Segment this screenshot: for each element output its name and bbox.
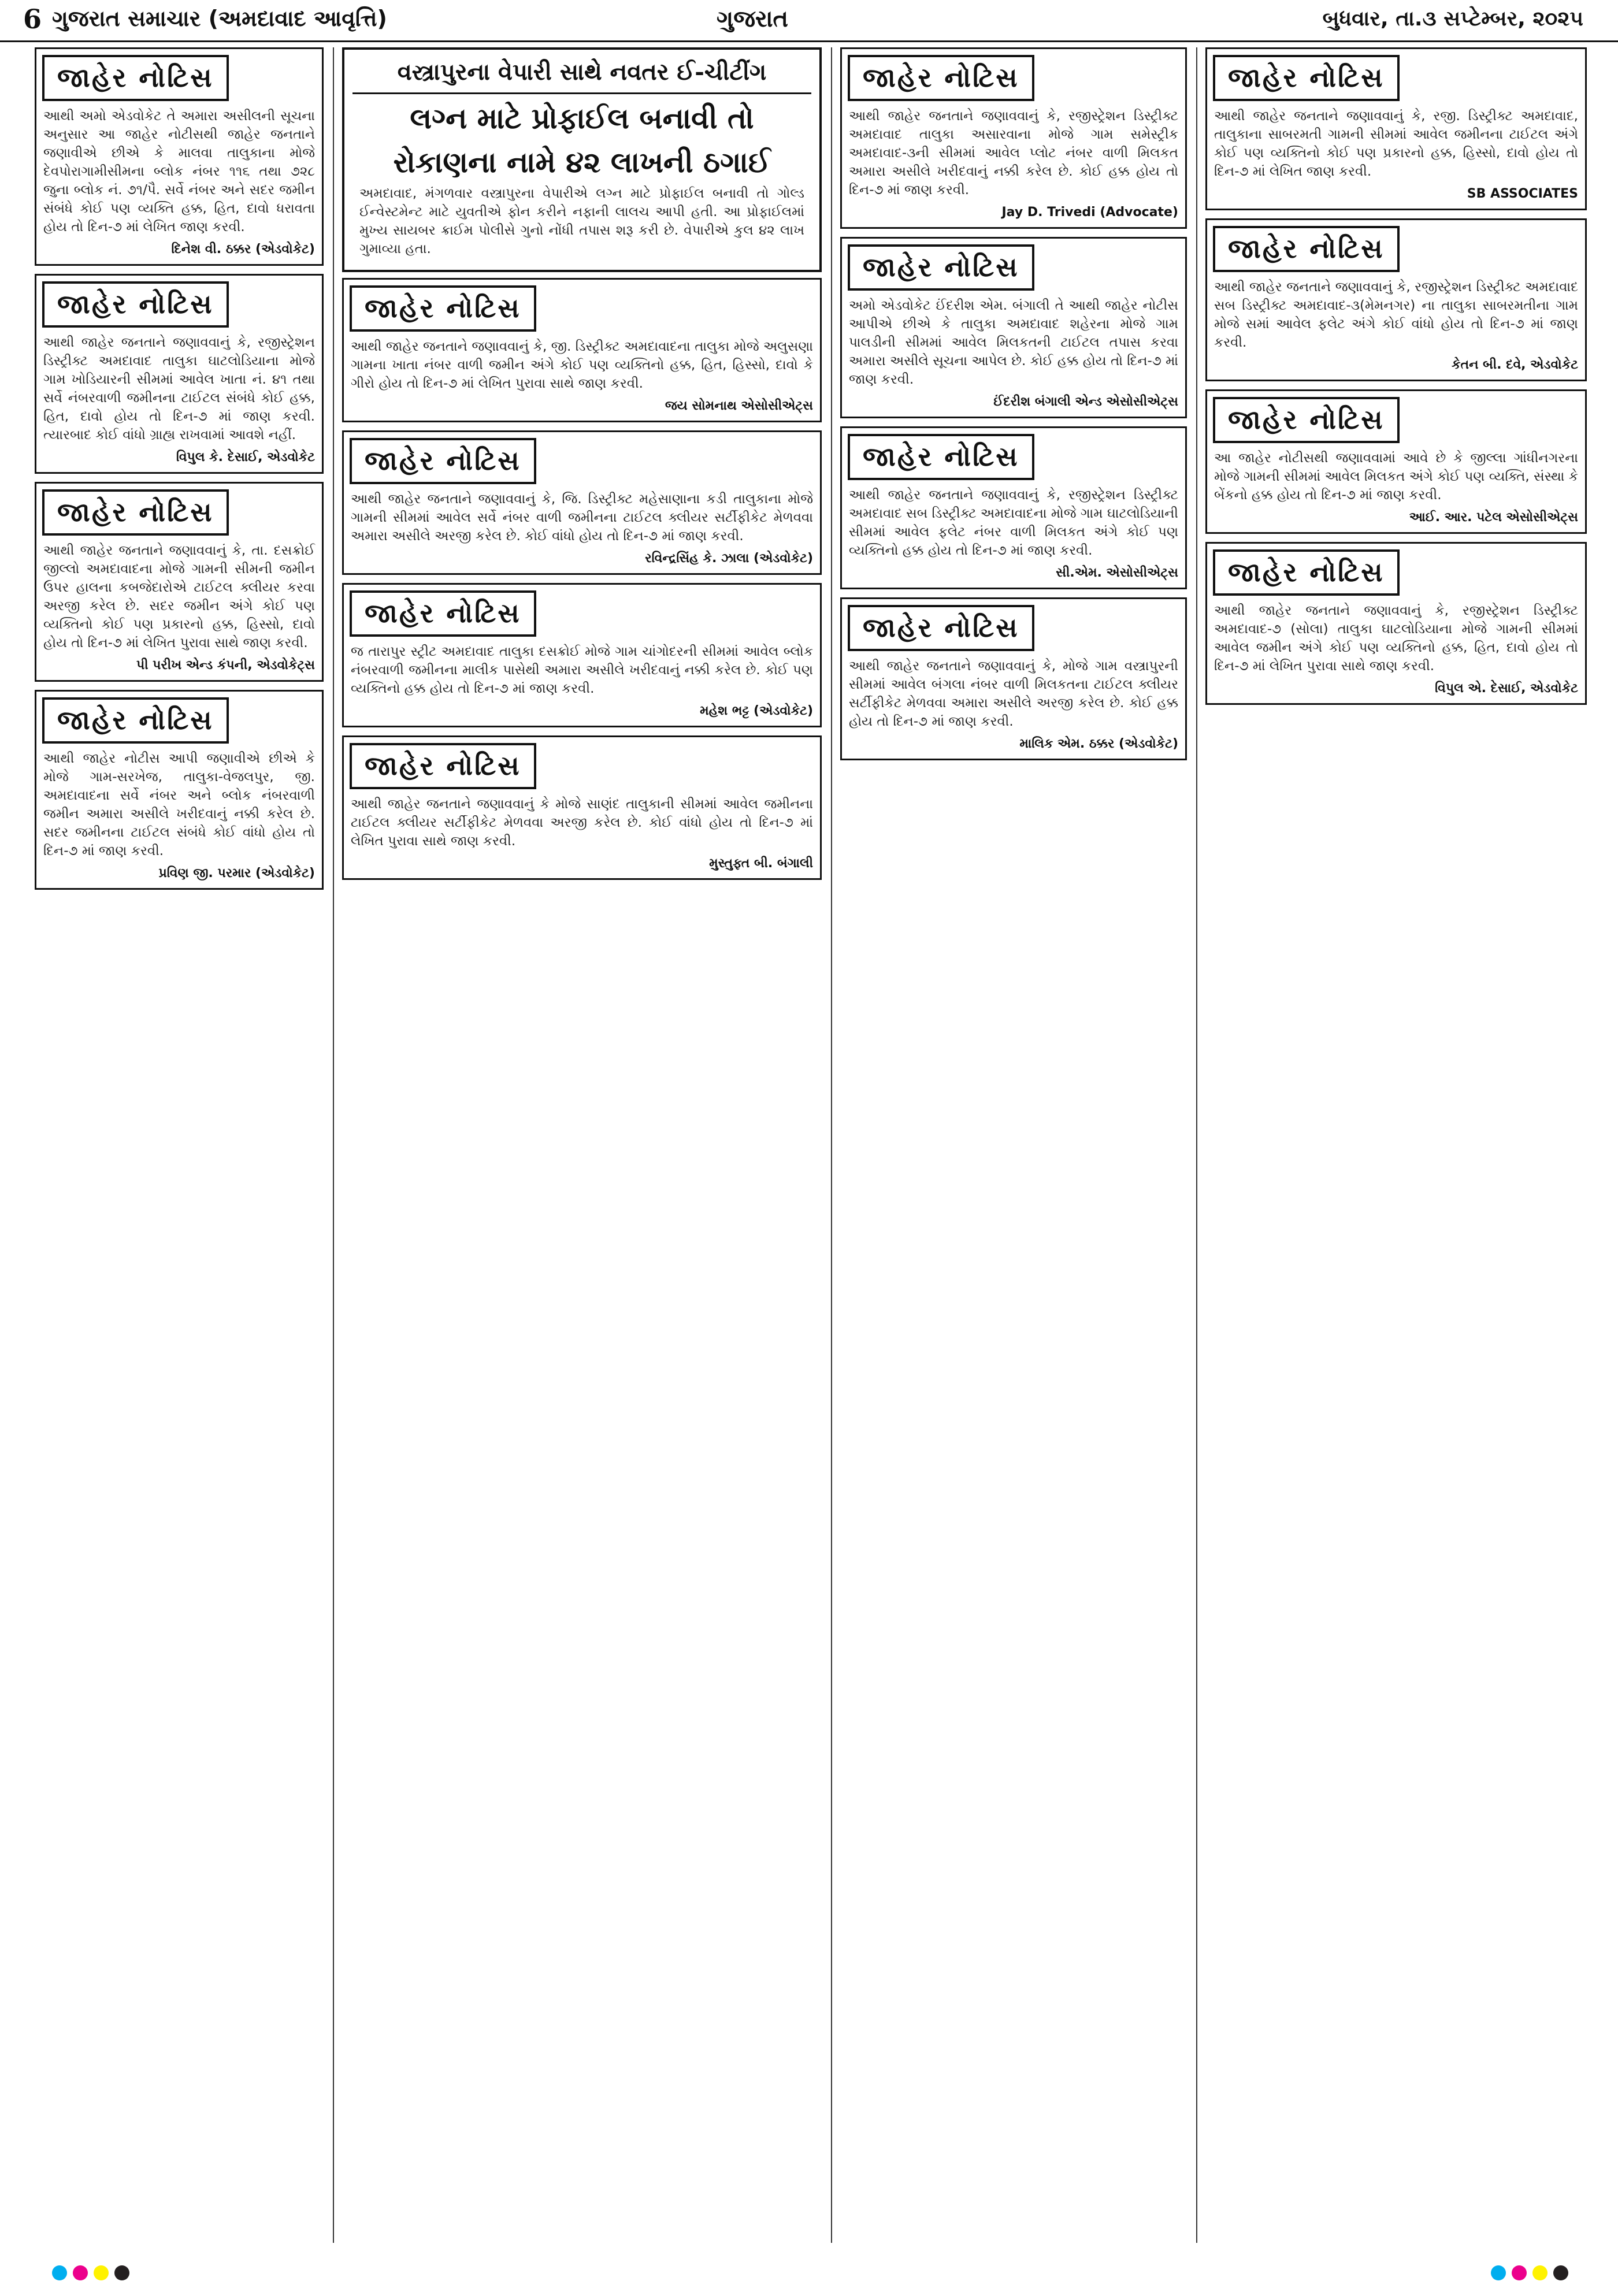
registration-dot [1532,2265,1548,2280]
notice-title: જાહેર નોટિસ [1213,226,1400,272]
notice-body: આથી જાહેર જનતાને જણાવવાનું કે, રજીસ્ટ્રેશન ડિસ્ટ્રીક્ટ અમદાવાદ સબ ડિસ્ટ્રીક્ટ અમદાવાદના મોજે ગામ ઘાટલોડિયાની સીમમાં આવેલ ફલેટ નંબર વાળી મિલકત અંગે કોઈ પણ વ્યક્તિનો હક્ક હોય તો દિન-૭ માં જાણ કરવી. [849,488,1179,558]
notice-title: જાહેર નોટિસ [1213,55,1400,101]
column-2 [342,47,822,2243]
notice-body: આથી જાહેર જનતાને જણાવવાનું કે, જી. ડિસ્ટ્રીક્ટ અમદાવાદના તાલુકા મોજે અલુસણા ગામના ખાતા નંબર વાળી જમીન અંગે કોઈ પણ વ્યક્તિનો હક્ક, હિત, હિસ્સો, દાવો કે ગીરો હોય તો દિન-૭ માં લેખિત પુરાવા સાથે જાણ કરવી. [351,339,813,391]
section-name: ગુજરાત [717,6,789,32]
notice-title: જાહેર નોટિસ [1213,549,1400,596]
notice-body: આથી જાહેર જનતાને જણાવવાનું કે, રજીસ્ટ્રેશન ડિસ્ટ્રીક્ટ અમદાવાદ તાલુકા ઘાટલોડિયાના મોજે ગામ ખોડિયારની સીમમાં આવેલ ખાતા નં. ૪૧ તથા સર્વે નંબરવાળી જમીનના ટાઈટલ સંબંધે કોઈ હક્ક, હિત, દાવો હોય તો દિન-૭ માં જાણ કરવી. ત્યારબાદ કોઈ વાંધો ગ્રાહ્ય રાખવામાં આવશે નહીં. [43,335,315,443]
notice-title: જાહેર નોટિસ [848,605,1034,651]
print-registration-footer [0,2250,1618,2296]
notice-signature: રવિન્દ્રસિંહ કે. ઝાલા (એડવોકેટ) [645,551,813,566]
notice [1205,542,1587,705]
notice [342,430,822,575]
notice-signature: માલિક એમ. ઠક્કર (એડવોકેટ) [1019,737,1178,751]
notice [342,583,822,727]
notice-body: અમો એડવોકેટ ઈંદરીશ એમ. બંગાલી તે આથી જાહેર નોટીસ આપીએ છીએ કે તાલુકા અમદાવાદ શહેરના મોજે ગામ પાલડીની સીમમાં આવેલ મિલકતની ટાઈટલ તપાસ કરવા અમારા અસીલે સૂચના આપેલ છે. કોઈ હક્ક હોય તો દિન-૭ માં જાણ કરવી. [849,298,1178,387]
notice [35,47,324,266]
column-divider [831,47,832,2243]
notice-title: જાહેર નોટિસ [350,590,536,637]
registration-dot [114,2265,129,2280]
notice-body: આથી જાહેર જનતાને જણાવવાનું કે મોજે સાણંદ તાલુકાની સીમમાં આવેલ જમીનના ટાઈટલ ક્લીયર સર્ટીફીકેટ મેળવવા અરજી કરેલ છે. કોઈ વાંધો હોય તો દિન-૭ માં લેખિત પુરાવા સાથે જાણ કરવી. [351,797,813,849]
notice-signature: સી.એમ. એસોસીએટ્સ [1056,566,1178,580]
page-number: 6 [23,3,42,35]
issue-date: બુધવાર, તા.૩ સપ્ટેમ્બર, ૨૦૨૫ [1322,7,1583,31]
notice-title: જાહેર નોટિસ [350,438,536,484]
notice-title: જાહેર નોટિસ [42,697,229,744]
notice-body: આથી જાહેર જનતાને જણાવવાનું કે, રજીસ્ટ્રેશન ડિસ્ટ્રીક્ટ અમદાવાદ-૭ (સોલા) તાલુકા ઘાટલોડિયાના મોજે ગામની સીમમાં આવેલ જમીન અંગે કોઈ પણ વ્યક્તિનો હક્ક, હિત, દાવો હોય તો દિન-૭ માં લેખિત પુરાવા સાથે જાણ કરવી. [1214,603,1578,674]
notice [35,274,324,474]
notice-title: જાહેર નોટિસ [848,244,1034,291]
notice-body: જ તારાપુર સ્ટ્રીટ અમદાવાદ તાલુકા દસક્રોઈ મોજે ગામ ચાંગોદરની સીમમાં આવેલ બ્લોક નંબરવાળી જમીનના માલીક પાસેથી અમારા અસીલે ખરીદવાનું નક્કી કરેલ છે. કોઈ પણ વ્યક્તિનો હક્ક હોય તો દિન-૭ માં જાણ કરવી. [351,644,813,696]
notice [840,237,1187,418]
notice-body: આથી જાહેર જનતાને જણાવવાનું કે, રજીસ્ટ્રેશન ડિસ્ટ્રીક્ટ અમદાવાદ તાલુકા અસારવાના મોજે ગામ સમેસ્ટ્રીક અમદાવાદ-૩ની સીમમાં આવેલ પ્લોટ નંબર વાળી મિલકત અમારા અસીલે ખરીદવાનું નક્કી કરેલ છે. કોઈ હક્ક હોય તો દિન-૭ માં જાણ કરવી. [849,109,1178,198]
column-4 [1205,47,1587,2243]
notice-title: જાહેર નોટિસ [42,55,229,101]
page-header [0,0,1618,42]
notice-signature: આઈ. આર. પટેલ એસોસીએટ્સ [1409,510,1578,525]
notice [342,735,822,880]
notice-signature: વિપુલ કે. દેસાઈ, એડવોકેટ [176,450,315,465]
notice-title: જાહેર નોટિસ [848,55,1034,101]
notice-signature: જય સોમનાથ એસોસીએટ્સ [665,399,813,413]
registration-dot [1553,2265,1568,2280]
notice-title: જાહેર નોટિસ [350,285,536,332]
notice [35,482,324,682]
column-3 [840,47,1187,2243]
registration-dot [1512,2265,1527,2280]
column-divider [1196,47,1197,2243]
notice-signature: SB ASSOCIATES [1467,187,1578,201]
notice-signature: ઈંદરીશ બંગાલી એન્ડ એસોસીએટ્સ [993,395,1178,409]
news-body: અમદાવાદ, મંગળવાર વસ્ત્રાપુરના વેપારીએ લગ્ન માટે પ્રોફાઈલ બનાવી તો ગોલ્ડ ઈન્વેસ્ટમેન્ટ માટે યુવતીએ ફોન કરીને નફાની લાલચ આપી હતી. આ પ્રોફાઈલમાં મુખ્ય સાયબર ક્રાઈમ પોલીસે ગુનો નોંધી તપાસ શરૂ કરી છે. વેપારીએ કુલ ૪૨ લાખ ગુમાવ્યા હતા. [359,186,804,257]
notice-body: આથી જાહેર નોટીસ આપી જણાવીએ છીએ કે મોજે ગામ-સરખેજ, તાલુકા-વેજલપુર, જી. અમદાવાદના સર્વે નંબર અને બ્લોક નંબરવાળી જમીન અમારા અસીલે ખરીદવાનું નક્કી કરેલ છે. સદર જમીનના ટાઈટલ સંબંધે કોઈ વાંધો હોય તો દિન-૭ માં જાણ કરવી. [43,751,315,859]
notice [840,426,1187,589]
notice-body: આથી અમો એડવોકેટ તે અમારા અસીલની સૂચના અનુસાર આ જાહેર નોટીસથી જાહેર જનતાને જણાવીએ છીએ કે માલવા તાલુકાના મોજે દેવપોરાગામીસીમના બ્લોક નંબર ૧૧૬ તથા ૭૨૮ જુના બ્લોક નં. ૭૧/પૈ. સર્વે નંબર અને સદર જમીન સંબંધે કોઈ પણ વ્યક્તિ હક્ક, હિત, દાવો ધરાવતા હોય તો દિન-૭ માં લેખિત જાણ કરવી. [43,109,315,235]
notice-body: આથી જાહેર જનતાને જણાવવાનું કે, મોજે ગામ વસ્ત્રાપુરની સીમમાં આવેલ બંગલા નંબર વાળી મિલકતના ટાઈટલ ક્લીયર સર્ટીફીકેટ મેળવવા અમારા અસીલે અરજી કરેલ છે. કોઈ હક્ક હોય તો દિન-૭ માં જાણ કરવી. [849,659,1178,729]
notice-signature: મુસ્તુફ્ત બી. બંગાલી [709,856,813,871]
notice [35,690,324,890]
notice-signature: પ્રવિણ જી. પરમાર (એડવોકેટ) [158,866,315,880]
notice [840,47,1187,229]
notice-body: આથી જાહેર જનતાને જણાવવાનું કે, તા. દસક્રોઈ જીલ્લો અમદાવાદના મોજે ગામની સીમની જમીન ઉપર હાલના કબજેદારોએ ટાઈટલ ક્લીયર કરવા અરજી કરેલ છે. સદર જમીન અંગે કોઈ પણ વ્યક્તિનો કોઈ પણ પ્રકારનો હક્ક, હિસ્સો, દાવો હોય તો દિન-૭ માં લેખિત પુરાવા સાથે જાણ કરવી. [43,543,315,651]
notice-signature: દિનેશ વી. ઠક્કર (એડવોકેટ) [171,242,315,257]
column-divider [333,47,334,2243]
notice-signature: Jay D. Trivedi (Advocate) [1001,205,1178,220]
notice-signature: પી પરીખ એન્ડ કંપની, એડવોકેટ્સ [136,658,315,673]
column-1 [35,47,324,2243]
notice-signature: કેતન બી. દવે, એડવોકેટ [1452,358,1578,372]
notice-title: જાહેર નોટિસ [350,743,536,789]
notice [342,278,822,422]
notice-title: જાહેર નોટિસ [42,281,229,328]
notice-title: જાહેર નોટિસ [1213,397,1400,443]
notice [1205,389,1587,534]
notice [1205,47,1587,210]
headline-title-2: રોકાણના નામે ૪૨ લાખની ઠગાઈ [393,145,771,179]
notice-title: જાહેર નોટિસ [42,489,229,536]
notice-title: જાહેર નોટિસ [848,434,1034,480]
registration-dot [73,2265,88,2280]
notice-body: આથી જાહેર જનતાને જણાવવાનું કે, રજી. ડિસ્ટ્રીક્ટ અમદાવાદ, તાલુકાના સાબરમતી ગામની સીમમાં આવેલ જમીનના ટાઈટલ અંગે કોઈ પણ વ્યક્તિનો કોઈ પણ પ્રકારનો હક્ક, હિસ્સો, દાવો હોય તો દિન-૭ માં લેખિત જાણ કરવી. [1214,109,1578,179]
notice-signature: વિપુલ એ. દેસાઈ, એડવોકેટ [1435,681,1578,696]
registration-dot [52,2265,67,2280]
registration-dot [1491,2265,1506,2280]
notice-body: આથી જાહેર જનતાને જણાવવાનું કે, જિ. ડિસ્ટ્રીક્ટ મહેસાણાના કડી તાલુકાના મોજે ગામની સીમમાં આવેલ સર્વે નંબર વાળી જમીનના ટાઈટલ ક્લીયર સર્ટીફીકેટ મેળવવા અમારા અસીલે અરજી કરેલ છે. કોઈ વાંધો હોય તો દિન-૭ માં જાણ કરવી. [351,492,813,544]
notice [840,597,1187,760]
headline-title: લગ્ન માટે પ્રોફાઈલ બનાવી તો [410,101,754,135]
notice-body: આ જાહેર નોટીસથી જણાવવામાં આવે છે કે જીલ્લા ગાંધીનગરના મોજે ગામની સીમમાં આવેલ મિલકત અંગે કોઈ પણ વ્યક્તિ, સંસ્થા કે બેંકનો હક્ક હોય તો દિન-૭ માં જાણ કરવી. [1214,451,1578,503]
publication-name: ગુજરાત સમાચાર (અમદાવાદ આવૃત્તિ) [52,6,387,31]
notice-body: આથી જાહેર જનતાને જણાવવાનું કે, રજીસ્ટ્રેશન ડિસ્ટ્રીક્ટ અમદાવાદ સબ ડિસ્ટ્રીક્ટ અમદાવાદ-૩(મેમનગર) ના તાલુકા સાબરમતીના ગામ મોજે સમાં આવેલ ફલેટ અંગે કોઈ વાંધો હોય તો દિન-૭ માં જાણ કરવી. [1214,280,1578,350]
news-headline-box [342,47,822,272]
notice [1205,218,1587,381]
registration-dot [94,2265,109,2280]
headline-kicker: વસ્ત્રાપુરના વેપારી સાથે નવતર ઈ-ચીટીંગ [352,57,811,94]
notice-signature: મહેશ ભટ્ટ (એડવોકેટ) [700,704,813,718]
